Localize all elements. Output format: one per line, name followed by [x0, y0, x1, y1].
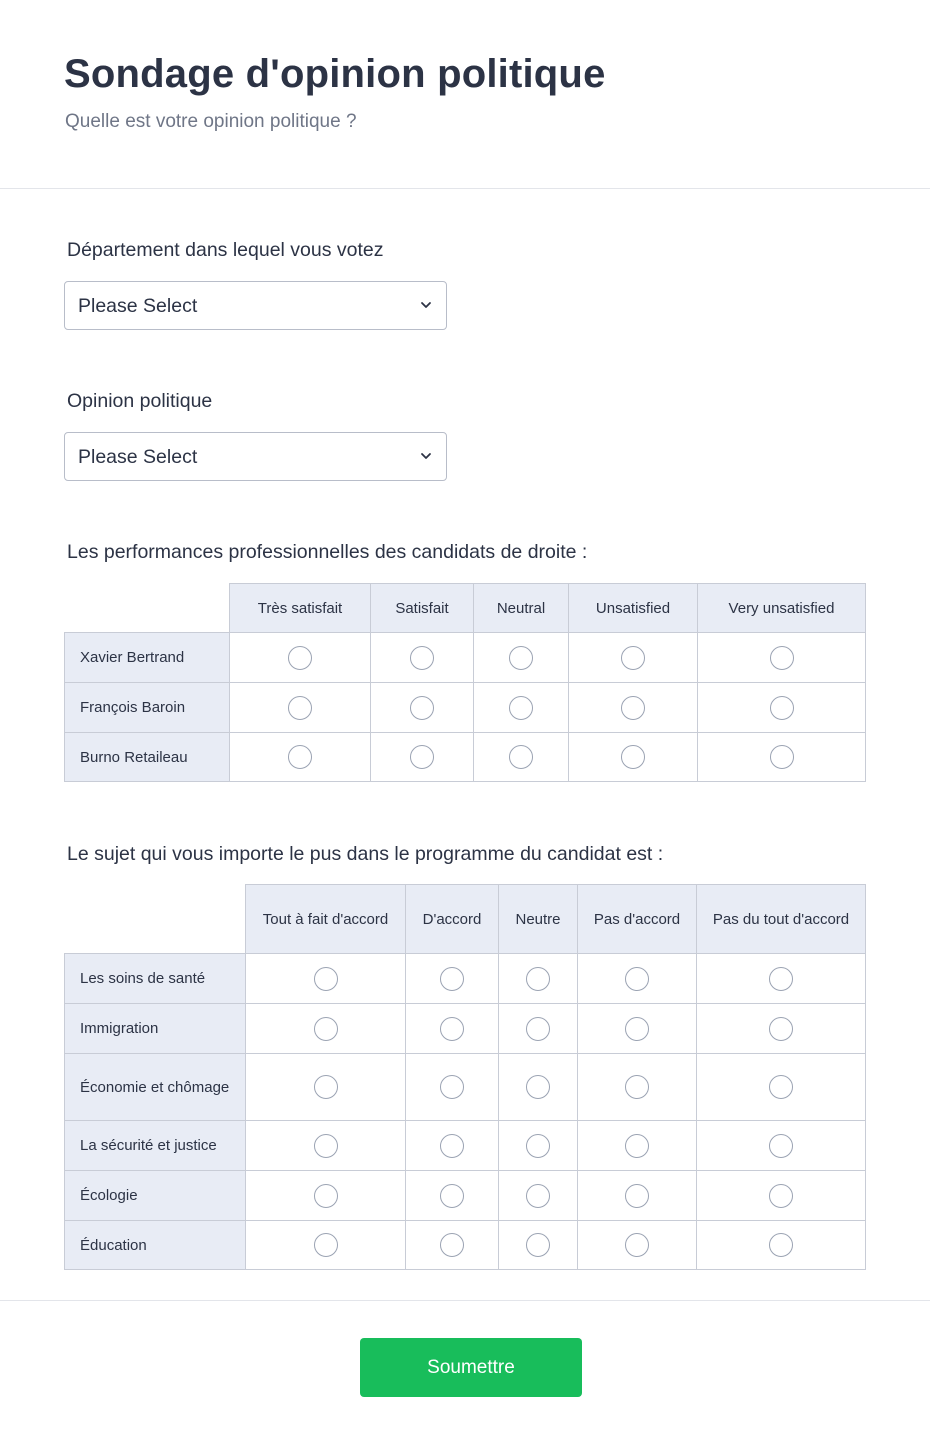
column-header-d-accord: D'accord: [406, 885, 499, 954]
radio-la-securite-et-justice-pas-d-accord[interactable]: [625, 1134, 649, 1158]
radio-economie-et-chomage-tout-a-fait-d-accord[interactable]: [314, 1075, 338, 1099]
row-label-economie-et-chomage: Économie et chômage: [65, 1054, 246, 1121]
matrix-cell: [371, 733, 474, 782]
row-label-francois-baroin: François Baroin: [65, 683, 230, 733]
department-select-value: Please Select: [78, 295, 198, 317]
matrix-row: [65, 1004, 866, 1054]
column-header-neutre: Neutre: [499, 885, 578, 954]
radio-xavier-bertrand-neutral[interactable]: [509, 646, 533, 670]
row-label-xavier-bertrand: Xavier Bertrand: [65, 633, 230, 683]
matrix-corner: [65, 584, 230, 633]
radio-la-securite-et-justice-tout-a-fait-d-accord[interactable]: [314, 1134, 338, 1158]
radio-francois-baroin-tres-satisfait[interactable]: [288, 696, 312, 720]
radio-burno-retaileau-tres-satisfait[interactable]: [288, 745, 312, 769]
radio-burno-retaileau-satisfait[interactable]: [410, 745, 434, 769]
matrix-cell: [474, 733, 569, 782]
row-label-ecologie: Écologie: [65, 1171, 246, 1221]
chevron-down-icon: [420, 299, 432, 311]
radio-economie-et-chomage-pas-du-tout-d-accord[interactable]: [769, 1075, 793, 1099]
matrix-cell: [697, 1221, 866, 1270]
matrix-cell: [578, 1221, 697, 1270]
matrix-row: [65, 633, 866, 683]
row-label-burno-retaileau: Burno Retaileau: [65, 733, 230, 782]
radio-burno-retaileau-very-unsatisfied[interactable]: [770, 745, 794, 769]
matrix-cell: [697, 1171, 866, 1221]
matrix-cell: [499, 1171, 578, 1221]
radio-burno-retaileau-neutral[interactable]: [509, 745, 533, 769]
radio-ecologie-pas-du-tout-d-accord[interactable]: [769, 1184, 793, 1208]
radio-xavier-bertrand-satisfait[interactable]: [410, 646, 434, 670]
matrix-cell: [499, 1004, 578, 1054]
row-label-education: Éducation: [65, 1221, 246, 1270]
matrix-cell: [569, 683, 698, 733]
matrix-cell: [474, 633, 569, 683]
radio-xavier-bertrand-tres-satisfait[interactable]: [288, 646, 312, 670]
matrix-cell: [697, 1054, 866, 1121]
radio-immigration-pas-d-accord[interactable]: [625, 1017, 649, 1041]
department-label: Département dans lequel vous votez: [67, 239, 384, 261]
column-header-neutral: Neutral: [474, 584, 569, 633]
radio-ecologie-neutre[interactable]: [526, 1184, 550, 1208]
matrix-cell: [406, 1004, 499, 1054]
radio-immigration-neutre[interactable]: [526, 1017, 550, 1041]
matrix1-question: Les performances professionnelles des candidats de droite :: [67, 541, 588, 563]
matrix-cell: [406, 1171, 499, 1221]
radio-les-soins-de-sante-d-accord[interactable]: [440, 967, 464, 991]
radio-francois-baroin-neutral[interactable]: [509, 696, 533, 720]
matrix-cell: [371, 683, 474, 733]
form-header: [0, 0, 930, 189]
row-label-les-soins-de-sante: Les soins de santé: [65, 954, 246, 1004]
radio-economie-et-chomage-neutre[interactable]: [526, 1075, 550, 1099]
radio-xavier-bertrand-very-unsatisfied[interactable]: [770, 646, 794, 670]
column-header-satisfait: Satisfait: [371, 584, 474, 633]
matrix-cell: [246, 1004, 406, 1054]
opinion-select[interactable]: [64, 432, 447, 481]
matrix-row: [65, 1171, 866, 1221]
radio-education-d-accord[interactable]: [440, 1233, 464, 1257]
candidate-performance-matrix: [64, 583, 866, 782]
matrix-cell: [578, 1004, 697, 1054]
matrix-cell: [246, 1054, 406, 1121]
matrix-cell: [246, 1171, 406, 1221]
radio-education-tout-a-fait-d-accord[interactable]: [314, 1233, 338, 1257]
matrix-cell: [230, 733, 371, 782]
chevron-down-icon: [420, 450, 432, 462]
radio-xavier-bertrand-unsatisfied[interactable]: [621, 646, 645, 670]
matrix-row: [65, 1054, 866, 1121]
column-header-tres-satisfait: Très satisfait: [230, 584, 371, 633]
matrix-cell: [406, 1054, 499, 1121]
radio-economie-et-chomage-d-accord[interactable]: [440, 1075, 464, 1099]
matrix-cell: [578, 1054, 697, 1121]
matrix-cell: [406, 1121, 499, 1171]
matrix-cell: [698, 683, 866, 733]
opinion-label: Opinion politique: [67, 390, 213, 412]
row-label-immigration: Immigration: [65, 1004, 246, 1054]
radio-la-securite-et-justice-neutre[interactable]: [526, 1134, 550, 1158]
matrix-cell: [246, 1221, 406, 1270]
matrix-cell: [698, 633, 866, 683]
matrix-cell: [499, 1121, 578, 1171]
matrix-cell: [230, 633, 371, 683]
radio-economie-et-chomage-pas-d-accord[interactable]: [625, 1075, 649, 1099]
column-header-very-unsatisfied: Very unsatisfied: [698, 584, 866, 633]
radio-francois-baroin-satisfait[interactable]: [410, 696, 434, 720]
column-header-unsatisfied: Unsatisfied: [569, 584, 698, 633]
page-title: Sondage d'opinion politique: [64, 52, 606, 96]
matrix-row: [65, 1221, 866, 1270]
radio-francois-baroin-very-unsatisfied[interactable]: [770, 696, 794, 720]
matrix-cell: [474, 683, 569, 733]
matrix-cell: [569, 633, 698, 683]
matrix-cell: [499, 1054, 578, 1121]
radio-education-pas-du-tout-d-accord[interactable]: [769, 1233, 793, 1257]
column-header-tout-a-fait-d-accord: Tout à fait d'accord: [246, 885, 406, 954]
matrix-cell: [246, 954, 406, 1004]
radio-ecologie-pas-d-accord[interactable]: [625, 1184, 649, 1208]
radio-les-soins-de-sante-neutre[interactable]: [526, 967, 550, 991]
submit-button[interactable]: Soumettre: [360, 1338, 582, 1397]
radio-education-pas-d-accord[interactable]: [625, 1233, 649, 1257]
matrix-cell: [569, 733, 698, 782]
matrix-cell: [578, 1121, 697, 1171]
radio-education-neutre[interactable]: [526, 1233, 550, 1257]
radio-les-soins-de-sante-pas-d-accord[interactable]: [625, 967, 649, 991]
page-subtitle: Quelle est votre opinion politique ?: [65, 111, 357, 132]
matrix-row: [65, 733, 866, 782]
matrix-cell: [578, 1171, 697, 1221]
opinion-select-value: Please Select: [78, 446, 198, 468]
matrix-corner: [65, 885, 246, 954]
matrix-cell: [578, 954, 697, 1004]
radio-la-securite-et-justice-pas-du-tout-d-accord[interactable]: [769, 1134, 793, 1158]
radio-les-soins-de-sante-pas-du-tout-d-accord[interactable]: [769, 967, 793, 991]
matrix-cell: [698, 733, 866, 782]
radio-immigration-pas-du-tout-d-accord[interactable]: [769, 1017, 793, 1041]
matrix-cell: [697, 954, 866, 1004]
matrix-cell: [406, 954, 499, 1004]
footer-divider: [0, 1300, 930, 1301]
radio-ecologie-d-accord[interactable]: [440, 1184, 464, 1208]
matrix-cell: [406, 1221, 499, 1270]
matrix2-question: Le sujet qui vous importe le pus dans le programme du candidat est :: [67, 843, 664, 865]
radio-les-soins-de-sante-tout-a-fait-d-accord[interactable]: [314, 967, 338, 991]
matrix-cell: [246, 1121, 406, 1171]
matrix-cell: [230, 683, 371, 733]
column-header-pas-d-accord: Pas d'accord: [578, 885, 697, 954]
matrix-cell: [499, 954, 578, 1004]
matrix-row: [65, 954, 866, 1004]
row-label-la-securite-et-justice: La sécurité et justice: [65, 1121, 246, 1171]
matrix-cell: [499, 1221, 578, 1270]
matrix-cell: [371, 633, 474, 683]
topic-importance-matrix: [64, 884, 866, 1270]
matrix-cell: [697, 1121, 866, 1171]
matrix-row: [65, 1121, 866, 1171]
matrix-row: [65, 683, 866, 733]
radio-francois-baroin-unsatisfied[interactable]: [621, 696, 645, 720]
radio-ecologie-tout-a-fait-d-accord[interactable]: [314, 1184, 338, 1208]
radio-immigration-tout-a-fait-d-accord[interactable]: [314, 1017, 338, 1041]
column-header-pas-du-tout-d-accord: Pas du tout d'accord: [697, 885, 866, 954]
radio-burno-retaileau-unsatisfied[interactable]: [621, 745, 645, 769]
radio-la-securite-et-justice-d-accord[interactable]: [440, 1134, 464, 1158]
matrix-cell: [697, 1004, 866, 1054]
department-select[interactable]: [64, 281, 447, 330]
radio-immigration-d-accord[interactable]: [440, 1017, 464, 1041]
